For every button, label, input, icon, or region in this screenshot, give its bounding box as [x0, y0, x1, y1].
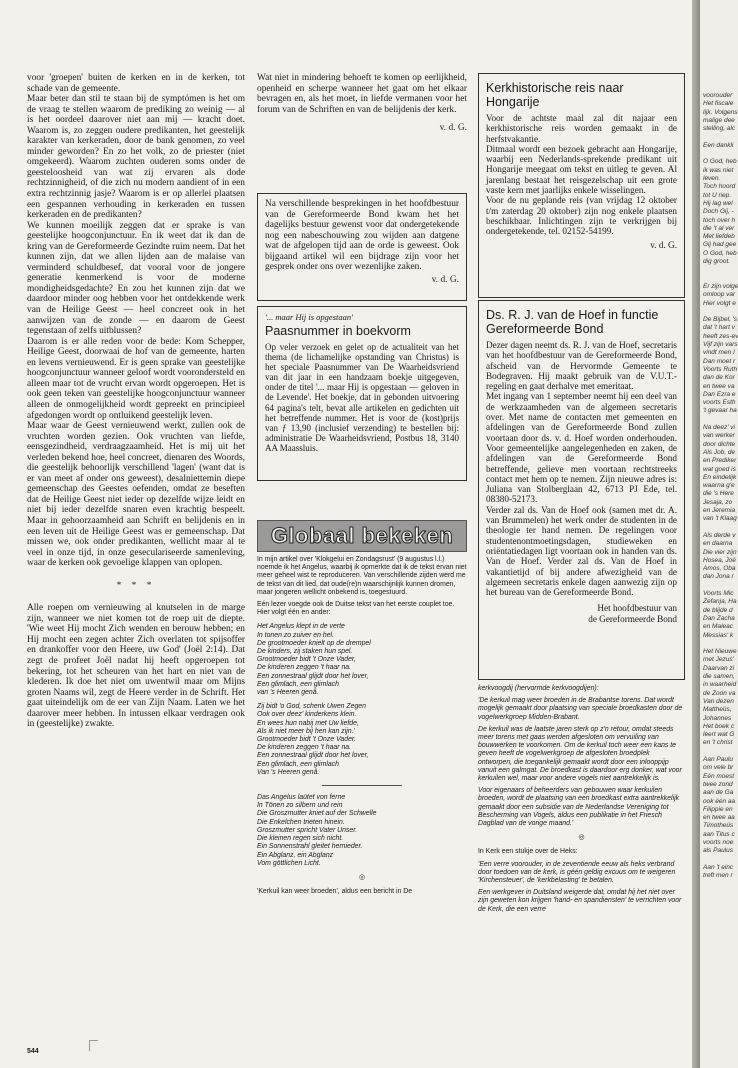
editorial-note-box — [257, 193, 467, 301]
page-number: 544 — [27, 1048, 39, 1055]
paragraph: Voor de nu geplande reis (van vrijdag 12 oktober t/m zaterdag 20 oktober) zijn nog enkele plaatsen beschikbaar. Inlichtingen zijn te verkrijgen bij ondergetekende, tel. 02152-54199. — [486, 195, 677, 237]
poem-line: Ook over deez' kinderkens klein. — [257, 711, 357, 719]
adjacent-page-line: Voorts Ruth — [703, 365, 738, 373]
column-1 — [27, 73, 245, 730]
box-text: Op veler verzoek en gelet op de actualiteit van het thema (de lichamelijke opstanding van Christus) is het speciale Paasnummer van De Waarheidsvriend van dit jaar in een handzaam boekje uitgegeven, onder de titel '... maar Hij is opgestaan — geloven in de Levende'. Het boekje, dat in gebonden uitvoering 64 pagina's telt, bevat alle artikelen en gedichten uit het betreffende nummer. Het is voor de (kost)prijs van ƒ 13,90 (inclusief verzending) te bestellen bij: administratie De Waarheidsvriend, Postbus 18, 3140 AA Maassluis. — [265, 342, 459, 453]
paragraph: Ditmaal wordt een bezoek gebracht aan Hongarije, waarbij een Nederlands-sprekende predikant uit Hongarije meegaat om tekst en uitleg te geven. Al jarenlang bestaat het reisgezelschap uit een grote vaste kern met jaarlijks enkele wisselingen. — [486, 143, 677, 196]
signature-line: Het hoofdbestuur van — [597, 603, 677, 614]
adjacent-page-line: Van dezen — [703, 697, 734, 705]
box-heading: Kerkhistorische reis naar Hongarije — [486, 81, 624, 109]
adjacent-page-line: Gij had gee — [703, 241, 737, 249]
adjacent-page-line: O God, heb — [703, 158, 737, 166]
poem-line: Een zonnestraal glijdt door het lover, — [257, 672, 369, 680]
paragraph: Verder zal ds. Van de Hoef ook (samen met dr. A. van Brummelen) het werk onder de studenten in de theologie ter hand nemen. De regelingen voor studentenontmoetingsdagen, studieweken en oriëntatiedagen ligt voortaan ook in handen van ds. Van de Hoef. Verder zal ds. Van de Hoef in vakantietijd of bij andere afwezigheid van de algemeen secretaris enkele dagen aanwezig zijn op het bureau van de Gereformeerde Bond. — [486, 504, 677, 598]
quote-paragraph: Voor eigenaars of beheerders van gebouwen waar kerkuilen broeden, wordt de plaatsing van een broedkast extra aantrekkelijk gemaakt door een subsidie van de Nederlandse Vereniging tot Bescherming van Vogels, aldus een publikatie in het Friesch Dagblad van de vorige maand.' — [478, 787, 680, 828]
adjacent-page-line: dat 't hart v — [703, 324, 735, 332]
box-heading: Paasnummer in boekvorm — [265, 324, 411, 338]
adjacent-page-line: Het boek c — [703, 722, 735, 730]
adjacent-page-line: de blijde d — [703, 606, 733, 614]
paragraph: Eén lezer voegde ook de Duitse tekst van het eerste couplet toe. Hier volgt één en ander: — [257, 601, 455, 617]
adjacent-page-line: die 's Here — [703, 490, 734, 498]
poem-stanza-1 — [257, 623, 467, 697]
adjacent-page-line: Doch Gij, - — [703, 208, 734, 216]
adjacent-page-line: toch over h — [703, 216, 736, 224]
column-2 — [257, 73, 467, 134]
poem-line: De kinders, zij staken hun spel. — [257, 648, 353, 656]
adjacent-page-line: Er zijn volge — [703, 282, 738, 290]
adjacent-page-line: Toch hoord — [703, 183, 736, 191]
adjacent-page-line: vindt men I — [703, 349, 735, 357]
ornament-icon: ◎ — [358, 873, 365, 881]
poem-line: Die Enkelchen trieten hinein. — [257, 818, 345, 826]
adjacent-page-line: voorouder — [703, 92, 733, 99]
poem-line: De kinderen zeggen 't haar na. — [257, 744, 352, 752]
poem-line: In Tönen zo silbern und rein — [257, 802, 343, 810]
poem-line: Zij bidt 'o God, schenk Uwen Zegen — [257, 703, 366, 711]
adjacent-page-line: en Maleac — [703, 623, 733, 631]
adjacent-page-line: dan de Kor — [703, 374, 735, 382]
paragraph: In Kerk een stukje over de Heks: — [478, 848, 578, 856]
poem-line: Een glimlach, een glimlach — [257, 760, 339, 768]
adjacent-page-line: malige dee — [703, 116, 735, 124]
adjacent-page-line: en daarna — [703, 540, 733, 548]
poem-line: De kinderen zeggen 't haar na. — [257, 664, 352, 672]
adjacent-page-line: Jesaja, zo — [703, 498, 733, 506]
adjacent-page-line: en Jeremia — [703, 507, 736, 514]
quote-paragraph: De kerkuil was de laatste jaren sterk op z'n retour, omdat steeds meer torens met gaas werden afgesloten om vervuiling van bouwwerken te voorkomen. Om de kerkuil toch weer een kans te geven heeft de vogelwerkgroep de afgesloten broedplek ontworpen, die toegankelijk gemaakt wordt door een inlooppijp vanuit een galmgat. De broedkast is daardoor erg donker, wat voor kerkuilen wel, maar voor andere vogels niet aantrekkelijk is. — [478, 725, 682, 783]
crop-mark — [89, 1040, 98, 1051]
poem-line: In tonen zo zuiver en hel. — [257, 631, 334, 639]
adjacent-page-line: Met liefdeb — [703, 233, 735, 241]
paragraph: We kunnen moeilijk zeggen dat er sprake is van geestelijke hoogconjunctuur. En ik weet dat ik dan de kring van de Gereformeerde Gezindte ruim neem. Dat het kunnen zijn, dat we allen lijden aan de malaise van verminderd schuldbesef, dat vooral voor de jongere generatie kenmerkend is voor de moderne mondigheidsgedachte? En zou het kunnen zijn dat we daardoor minder oog hebben voor het ontdekkende werk van de Heilige Geest — heel concreet ook in het aanwijzen van de zonde — en daarom de Geest tegenstaan of zelfs uitblussen? — [27, 220, 245, 337]
poem-line: Als ik niet meer bij hen kan zijn.' — [257, 727, 355, 735]
adjacent-page-line: Hier volgt e — [703, 299, 736, 307]
ornament-icon: ◎ — [578, 834, 585, 842]
adjacent-page-line: Als Job, de — [703, 448, 736, 456]
adjacent-page-fragment — [700, 0, 738, 1068]
adjacent-page-line: de Zoon va — [703, 689, 736, 697]
globaal-bekeken-section — [257, 556, 467, 900]
adjacent-page-line: Timotheüs — [703, 822, 734, 830]
adjacent-page-line: Mattheüs, — [703, 706, 732, 714]
adjacent-page-line: van werker — [703, 432, 735, 440]
paragraph: Voor de achtste maal zal dit najaar een kerkhistorische reis worden gemaakt in de herfstvakantie. — [486, 113, 677, 144]
adjacent-page-line: Vijf zijn vars — [703, 341, 738, 348]
adjacent-page-line: Aan Paulu — [703, 756, 733, 763]
van-de-hoef-box — [478, 300, 685, 680]
adjacent-page-line: Dan Ezra e — [703, 390, 736, 398]
adjacent-page-line: aan de Ga — [703, 789, 734, 797]
adjacent-page-line: en 't christ — [703, 739, 733, 747]
adjacent-page-line: Het fiscale — [703, 100, 734, 108]
poem-line: Die Groszmutter kniet auf der Schwelle — [257, 810, 377, 818]
adjacent-page-line: heeft zes-ev — [703, 332, 738, 340]
poem-line: Vom göttlichen Licht. — [257, 859, 321, 867]
paasnummer-box — [257, 306, 467, 481]
poem-line: Een zonnestraal glijdt door het lover, — [257, 752, 369, 760]
adjacent-page-line: die 't al ver — [703, 224, 735, 232]
adjacent-page-line: 't gevaar ha — [703, 407, 737, 415]
adjacent-page-line: Hosea, Joë — [703, 556, 736, 564]
adjacent-page-line: Eén moest — [703, 772, 735, 780]
adjacent-page-line: waarna g'e — [703, 482, 735, 490]
adjacent-page-line: met Jezus' — [703, 656, 734, 664]
signature: v. d. G. — [650, 239, 677, 250]
poem-line: Van 's Heeren genâ. — [257, 768, 320, 776]
paragraph: Met ingang van 1 september neemt hij een deel van de werkzaamheden van de algemeen secretaris over. Met name de contacten met gemeenten en afdelingen van de Gereformeerde Bond zullen voortaan door ds. v. d. Hoef worden onderhouden. Voor gemeentelijke aangelegenheden en zaken, de afdelingen van de Gereformeerde Bond betreffende, gelieve men voortaan rechtstreeks contact met hem op te nemen. Zijn nieuwe adres is: Juliana van Stolberglaan 42, 6713 PJ Ede, tel. 08380-52173. — [486, 391, 677, 505]
adjacent-page-line: Filippie en — [703, 805, 733, 813]
adjacent-page-line: tot U riep. — [703, 191, 732, 199]
adjacent-page-line: om vele br — [703, 764, 734, 772]
adjacent-page-line: en twee va — [703, 382, 735, 390]
adjacent-page-line: en twee aa — [703, 814, 735, 822]
adjacent-page-line: Aan 't einc — [703, 863, 734, 871]
adjacent-page-line: in waarheid — [703, 681, 737, 689]
box-kicker: '... maar Hij is opgestaan' — [265, 312, 353, 322]
paragraph: Maar beter dan stil te staan bij de symptómen is het om de vraag te stellen waarom de prediking zo weinig — al is het oordeel daarover niet aan mij — kracht doet. Waarom is, zo zeggen oudere predikanten, het geestelijk karakter van kerkeraden, door de bank genomen, zo veel minder geworden? En zo het volk, zo de priester (niet omgekeerd). Waarom zuchten ouderen soms onder de geesteloosheid van wat zij ervaren als dode rechtzinnigheid, of die zich nu modern aandient of in een extra rechtzinnig jasje? Waarom is er op allerlei plaatsen een gespannen verhouding in kerkeraden en tussen kerkeraden en de predikanten? — [27, 94, 245, 221]
adjacent-page-line: Johannes — [703, 714, 732, 722]
divider-rule — [322, 785, 402, 786]
adjacent-page-line: leert wat G — [703, 731, 735, 739]
kerkhistorische-reis-box — [478, 73, 685, 298]
box-body — [486, 340, 677, 624]
paragraph: Dezer dagen neemt ds. R. J. van de Hoef, secretaris van het hoofdbestuur van de Gereformeerde Bond, afscheid van de Hervormde Gemeente te Bodegraven. Hij maakt gebruik van de V.U.T.-regeling en gaat derhalve met emeritaat. — [486, 340, 677, 392]
adjacent-page-line: door dichte — [703, 440, 736, 448]
adjacent-page-line: Die vier zijn — [703, 548, 737, 556]
adjacent-page-line: ik was niet — [703, 166, 734, 174]
adjacent-page-line: Zefanja, Ha — [703, 598, 737, 606]
adjacent-page-line: ook één aa — [703, 797, 736, 805]
box-body — [486, 113, 677, 250]
poem-line: Ein Abglanz, ein Abglanz — [257, 851, 334, 859]
adjacent-page-line: lijk. Volgens — [703, 108, 738, 116]
poem-line: Het Angelus klept in de verte — [257, 623, 345, 631]
note-text: Na verschillende besprekingen in het hoofdbestuur van de Gereformeerde Bond kwam het het dagelijks bestuur gewenst voor dat ondergetekende nog een nabeschouwing zou wijden aan datgene wat de afgelopen tijd aan de orde is geweest. Ook bijgaand artikel wil een bijdrage zijn voor het gesprek onder ons over wezenlijke zaken. — [265, 199, 459, 273]
poem-line: Ein Sonnenstrahl gleitet hernieder. — [257, 843, 363, 851]
globaal-bekeken-banner — [257, 520, 467, 552]
book-spine — [692, 0, 700, 1068]
poem-stanza-2 — [257, 703, 467, 777]
poem-line: Die kleinen regen sich nicht. — [257, 835, 344, 843]
adjacent-page-line: stelling, alc — [703, 125, 736, 133]
paragraph: Daarom is er alle reden voor de bede: Kom Schepper, Heilige Geest, doorwaai de hof van de gemeente, harten en levens vernieuwend. Er is geen sprake van geestelijke hoogconjunctuur wanneer geloof wordt voorondersteld en alleen maar tot de vrucht ervan wordt opgeroepen. Het is ook geen teken van geestelijke hoogconjunctuur wanneer alleen de onmogelijkheid wordt gepreekt en principieel afgedongen wordt op ontluikend geestelijk leven. — [27, 336, 245, 421]
adjacent-page-line: leven. — [703, 175, 721, 182]
adjacent-page-line: omloop var — [703, 291, 736, 299]
poem-line: Een glimlach, een glimlach — [257, 680, 339, 688]
paragraph: Wat niet in mindering behoeft te komen op eerlijkheid, openheid en scherpe wanneer het gaat om het elkaar bevragen en, als het moet, in liefde vermanen voor het forum van de Schriften en van de belijdenis der kerk. — [257, 73, 467, 115]
adjacent-page-line: Hij lag wel — [703, 199, 733, 207]
adjacent-page-line: Voorts Mic — [703, 590, 734, 597]
box-heading: Ds. R. J. van de Hoef in functie Gereformeerde Bond — [486, 308, 659, 336]
paragraph: In mijn artikel over 'Klokgelui en Zondagsrust' (9 augustus l.l.) noemde ik het Angelus, waarbij ik opmerkte dat ik de tekst ervan niet meer geheel wist te reproduceren. Van verschillende zijden werd me de tekst van dit lied, dat oude(re)n waarschijnlijk kunnen dromen, maar jongeren wellicht onbekend is, toegestuurd. — [257, 556, 467, 596]
section-divider: * * * — [116, 580, 156, 591]
paragraph: Maar waar de Geest vernieuwend werkt, zullen ook de vruchten worden gezien. Ook vruchten van liefde, eensgezindheid, verdraagzaamheid. Het is mij uit het verleden bekend hoe, heel concreet, dienaren des Woords, die geestelijk behoorlijk verschillend 'lagen' (want dat is er van meet af onder ons geweest), desalniettemin diepe gemeenschap des Geestes oefenden, omdat ze beseften dat de Heilige Geest niet ieder op dezelfde wijze leidt en niet bij ieder dezelfde snaren even krachtig bespeelt. Maar in gehoorzaamheid aan Schrift en belijdenis en in een leven uit de Heilige Geest was er gemeenschap. Dat missen we, ook onder predikanten, wellicht maar al te veel in onze tijd, in onze geseculariseerde samenleving, waar de kerken ook gevoelige klappen van oplopen. — [27, 421, 245, 569]
adjacent-page-line: voorts noe — [703, 839, 734, 846]
adjacent-page-line: dan Jona r — [703, 573, 734, 581]
poem-line: Grootmoeder bidt 't Onze Vader. — [257, 736, 356, 744]
quote-paragraph: 'Een verre voorouder, in de zeventiende eeuw als heks verbrand door toedoen van de kerk, is géén geldig excuus om te weigeren 'Kirchensteuer', de 'kerkbelasting' te betalen. — [478, 860, 676, 885]
adjacent-page-line: van 't Klaag — [703, 515, 737, 523]
adjacent-page-line: Een dankli — [703, 141, 734, 149]
adjacent-page-line: wat goed is — [703, 465, 736, 473]
adjacent-page-line: dig groot. — [703, 258, 731, 265]
adjacent-page-line: De Bijbel, 's — [703, 316, 738, 324]
adjacent-page-line: Amos, Oba — [703, 565, 736, 573]
quote-paragraph: 'De kerkuil mag weer broeden in de Brabantse torens. Dat wordt mogelijk gemaakt door plaatsing van speciale broedkasten door de vogelwerkgroep Midden-Brabant. — [478, 697, 683, 721]
adjacent-page-line: Messias' k — [703, 631, 734, 639]
adjacent-page-line: Als derde v — [703, 531, 736, 539]
adjacent-page-line: En eindelijk — [703, 473, 737, 481]
paragraph: Alle roepen om vernieuwing al knutselen in de marge zijn, wanneer we niet komen tot de roep uit de diepte. 'Wie weet Hij mocht Zich wenden en berouw hebben; en Hij mocht een zegen achter Zich overlaten tot spijsoffer en drankoffer voor den Heere, uw God' (Joël 2:14). Dat zegt de profeet Joël nadat hij heeft opgeroepen tot bekering, tot het scheuren van het hart en niet van de klederen. Ik doe het niet om uwentwil maar om Mijns groten Naams wil, zegt de Heere verder in de Schrift. Het gaat uiteindelijk om de eer van Zijn Naam. Laten we het daarover meer hebben. In intussen elkaar verdragen ook in (geestelijke) zwakte. — [27, 603, 245, 730]
adjacent-page-line: en Prediker — [703, 457, 737, 465]
poem-line: van 's Heeren genâ. — [257, 689, 319, 697]
signature-line: de Gereformeerde Bond — [588, 613, 677, 624]
adjacent-page-line: als Paulus — [703, 847, 733, 855]
banner-title: Globaal bekeken — [270, 523, 454, 548]
poem-stanza-german — [257, 794, 467, 868]
adjacent-page-line: aan Titus c — [703, 830, 735, 838]
poem-line: De grootmoeder knielt op de drempel — [257, 639, 371, 647]
signature: v. d. G. — [439, 123, 467, 134]
poem-line: Das Angelus laütet von ferne — [257, 794, 346, 802]
adjacent-page-line: O God, heb — [703, 249, 737, 257]
kerkuil-section — [478, 685, 685, 918]
adjacent-page-line: Na deez' vi — [703, 424, 735, 431]
paragraph: kerkvoogdij (hervormde kerkvoogdijen): — [478, 685, 599, 692]
adjacent-page-line: twee zond — [703, 780, 733, 788]
quote-paragraph: Een werkgever in Duitsland weigerde dat, omdat hij het niet over zijn geweten kon krijgen 'hand- en spandiensten' te verrichten voor de Kerk, die een verre — [478, 889, 682, 913]
adjacent-page-line: treft men r — [703, 872, 733, 880]
poem-line: Groszmutter spricht Vater Unser. — [257, 826, 358, 834]
adjacent-page-line: Daarvan zi — [703, 664, 735, 672]
paragraph: 'Kerkuil kan weer broeden', aldus een bericht in De — [257, 888, 413, 896]
adjacent-page-line: voorts Esth — [703, 399, 736, 407]
poem-line: Grootmoeder bidt 't Onze Vader, — [257, 656, 356, 664]
poem-line: En wees hun nabij met Uw liefde, — [257, 719, 359, 727]
adjacent-page-line: Dan moet r — [703, 357, 736, 365]
paragraph: voor 'groepen' buiten de kerken en in de kerken, tot schade van de gemeente. — [27, 73, 245, 94]
signature: v. d. G. — [431, 274, 459, 285]
adjacent-page-line: Dan Zacha — [703, 614, 735, 622]
adjacent-page-line: die samen, — [703, 673, 735, 680]
adjacent-page-line: Het Nieuwe — [703, 648, 737, 656]
